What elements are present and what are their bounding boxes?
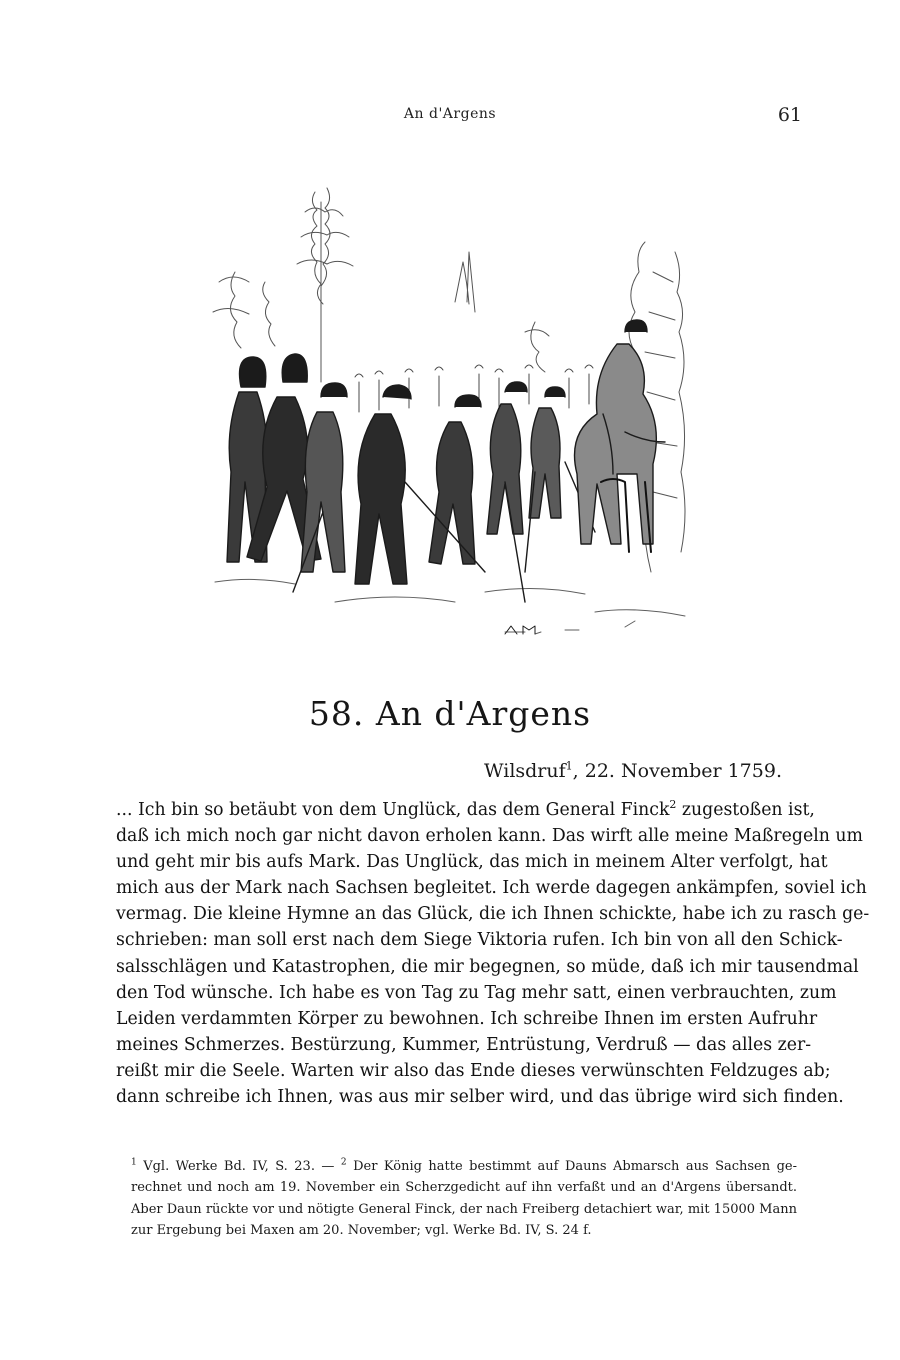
footnote-line: Aber Daun rückte vor und nötigte General Finck, der nach Freiberg detachiert war, mit 15000 Mann (131, 1201, 797, 1217)
body-line: salsschlägen und Katastrophen, die mir begegnen, so müde, daß ich mir tausendmal (116, 956, 859, 977)
footnote-number-1: 1 (131, 1157, 137, 1168)
footnote-line (131, 1156, 797, 1177)
footnote-number-2: 2 (340, 1157, 347, 1168)
body-line: reißt mir die Seele. Warten wir also das Ende dieses verwünschten Feldzuges ab; (116, 1060, 831, 1081)
body-line (116, 797, 815, 823)
body-line: vermag. Die kleine Hymne an das Glück, die ich Ihnen schickte, habe ich zu rasch ge- (116, 904, 870, 925)
body-line-text: ... Ich bin so betäubt von dem Unglück, das dem General Finck (116, 800, 670, 820)
footnote-text-2: Der König hatte bestimmt auf Dauns Abmarsch aus Sachsen ge- (346, 1159, 797, 1174)
body-line: Leiden verdammten Körper zu bewohnen. Ich schreibe Ihnen im ersten Aufruhr (116, 1008, 818, 1029)
body-line: und geht mir bis aufs Mark. Das Unglück, das mich in meinem Alter verfolgt, hat (116, 852, 828, 873)
dateline-date: , 22. November 1759. (572, 760, 782, 782)
soldier-figures (227, 354, 595, 602)
horse-and-rider (575, 320, 666, 552)
body-line: daß ich mich noch gar nicht davon erholen kann. Das wirft alle meine Maßregeln um (116, 826, 863, 847)
page-number: 61 (777, 104, 802, 126)
footnote-marker-2: 2 (669, 798, 677, 812)
footnote-text-1: Vgl. Werke Bd. IV, S. 23. — (136, 1159, 341, 1174)
dateline-place: Wilsdruf (484, 760, 566, 782)
body-line: den Tod wünsche. Ich habe es von Tag zu Tag mehr satt, einen verbrauchten, zum (116, 982, 837, 1003)
engraving-drawing (205, 182, 715, 652)
body-line: meines Schmerzes. Bestürzung, Kummer, Entrüstung, Verdruß — das alles zer- (116, 1034, 812, 1055)
body-line-text: zugestoßen ist, (676, 800, 815, 820)
illustration-soldiers-marching (205, 182, 715, 652)
footnotes (131, 1156, 797, 1241)
footnote-line: rechnet und noch am 19. November ein Scherzgedicht auf ihn verfaßt und an d'Argens übersandt. (131, 1180, 797, 1196)
running-head: An d'Argens (403, 106, 497, 122)
ground-lines (215, 579, 685, 634)
body-line: schrieben: man soll erst nach dem Siege Viktoria rufen. Ich bin von all den Schick- (116, 930, 843, 951)
dateline (484, 760, 782, 782)
footnote-line: zur Ergebung bei Maxen am 20. November; vgl. Werke Bd. IV, S. 24 f. (131, 1222, 592, 1238)
footnote-marker-1: 1 (565, 759, 573, 773)
letter-title: 58. An d'Argens (308, 694, 592, 733)
body-line: mich aus der Mark nach Sachsen begleitet. Ich werde dagegen ankämpfen, soviel ich (116, 878, 867, 899)
body-line: dann schreibe ich Ihnen, was aus mir selber wird, und das übrige wird sich finden. (116, 1087, 844, 1108)
letter-body (116, 797, 870, 1110)
signature-mark (505, 626, 535, 634)
